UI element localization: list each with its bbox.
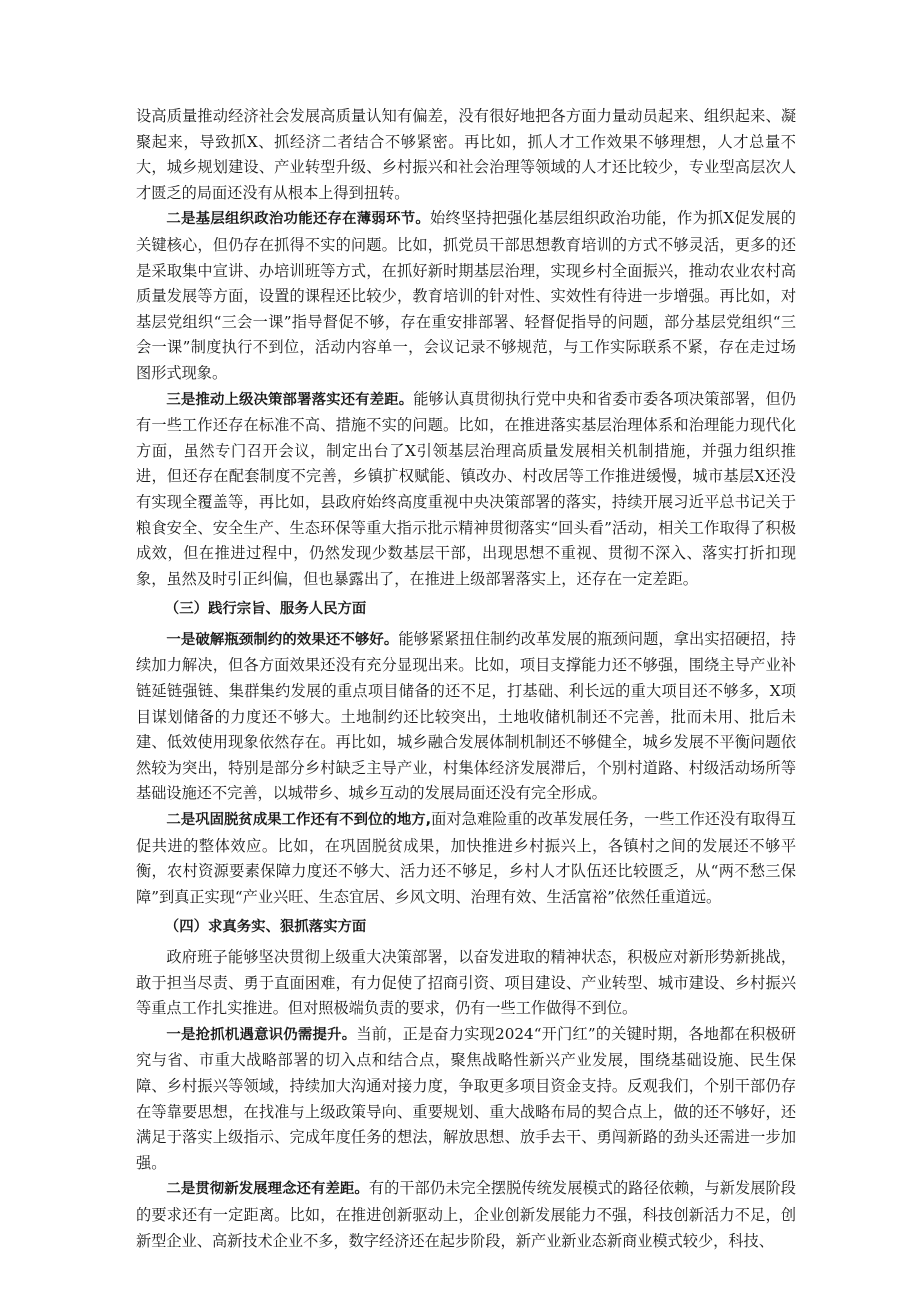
paragraph-3: [136, 387, 796, 593]
section-3-paragraph-2-lead: 二是巩固脱贫成果工作还有不到位的地方,: [166, 812, 432, 829]
section-3-heading: （三）践行宗旨、服务人民方面: [164, 601, 367, 618]
section-4-paragraph-3-text: 有的干部仍未完全摆脱传统发展模式的路径依赖，与新发展阶段的要求还有一定距离。比如，在推进创新驱动上，企业创新发展能力不强，科技创新活力不足，创新型企业、高新技术企业不多，数字经济还在起步阶段，新产业新业态新商业模式较少，科技、: [136, 1179, 796, 1250]
section-4-paragraph-2-text: 当前，正是奋力实现2024“开门红”的关键时期，各地都在积极研究与省、市重大战略部署的切入点和结合点，聚焦战略性新兴产业发展，围绕基础设施、民生保障、乡村振兴等领域，持续加大沟通对接力度，争取更多项目资金支持。反观我们，个别干部仍存在等靠要思想，在找准与上级政策导向、重要规划、重大战略布局的契合点上，做的还不够好，还满足于落实上级指示、完成年度任务的想法，解放思想、放手去干、勇闯新路的劲头还需进一步加强。: [136, 1024, 796, 1172]
section-4-paragraph-1-text: 政府班子能够坚决贯彻上级重大决策部署，以奋发进取的精神状态，积极应对新形势新挑战，敢于担当尽责、勇于直面困难，有力促使了招商引资、项目建设、产业转型、城市建设、乡村振兴等重点工作扎实推进。但对照极端负责的要求，仍有一些工作做得不到位。: [136, 948, 796, 1018]
section-4-paragraph-2: [136, 1022, 796, 1177]
section-4-paragraph-3-lead: 二是贯彻新发展理念还有差距。: [166, 1181, 369, 1198]
section-4-heading: （四）求真务实、狠抓落实方面: [164, 919, 367, 936]
section-3-paragraph-1: [136, 627, 796, 807]
section-3-paragraph-1-text: 能够紧紧扭住制约改革发展的瓶颈问题，拿出实招硬招，持续加力解决，但各方面效果还没有充分显现出来。比如，项目支撑能力还不够强，围绕主导产业补链延链强链、集群集约发展的重点项目储备的还不足，打基础、利长远的重大项目还不够多，X项目谋划储备的力度还不够大。土地制约还比较突出，土地收储机制还不完善，批而未用、批后未建、低效使用现象依然存在。再比如，城乡融合发展体制机制还不够健全，城乡发展不平衡问题依然较为突出，特别是部分乡村缺乏主导产业，村集体经济发展滞后，个别村道路、村级活动场所等基础设施还不完善，以城带乡、城乡互动的发展局面还没有完全形成。: [136, 629, 796, 803]
paragraph-3-lead: 三是推动上级决策部署落实还有差距。: [166, 391, 414, 408]
paragraph-1-text: 设高质量推动经济社会发展高质量认知有偏差，没有很好地把各方面力量动员起来、组织起来、凝聚起来，导致抓X、抓经济二者结合不够紧密。再比如，抓人才工作效果不够理想，人才总量不大，城乡规划建设、产业转型升级、乡村振兴和社会治理等领域的人才还比较少，专业型高层次人才匮乏的局面还没有从根本上得到扭转。: [136, 107, 796, 202]
paragraph-2: [136, 206, 796, 386]
paragraph-2-lead: 二是基层组织政治功能还存在薄弱环节。: [166, 211, 431, 228]
paragraph-2-text: 始终坚持把强化基层组织政治功能，作为抓X促发展的关键核心，但仍存在抓得不实的问题。比如，抓党员干部思想教育培训的方式不够灵活，更多的还是采取集中宣讲、办培训班等方式，在抓好新时期基层治理，实现乡村全面振兴，推动农业农村高质量发展等方面，设置的课程还比较少，教育培训的针对性、实效性有待进一步增强。再比如，对基层党组织“三会一课”指导督促不够，存在重安排部署、轻督促指导的问题，部分基层党组织“三会一课”制度执行不到位，活动内容单一，会议记录不够规范，与工作实际联系不紧，存在走过场图形式现象。: [136, 209, 796, 382]
section-3-paragraph-2-text: 面对急难险重的改革发展任务，一些工作还没有取得互促共进的整体效应。比如，在巩固脱贫成果，加快推进乡村振兴上，各镇村之间的发展还不够平衡，农村资源要素保障力度还不够大、活力还不够足，乡村人才队伍还比较匮乏，从“两不愁三保障”到真正实现“产业兴旺、生态宜居、乡风文明、治理有效、生活富裕”依然任重道远。: [136, 810, 797, 906]
section-4-paragraph-1: [136, 945, 796, 1022]
section-3-paragraph-1-lead: 一是破解瓶颈制约的效果还不够好。: [166, 631, 399, 648]
document-page: [136, 104, 796, 1254]
paragraph-1: [136, 104, 796, 206]
section-4-paragraph-2-lead: 一是抢抓机遇意识仍需提升。: [166, 1026, 357, 1043]
section-3-paragraph-2: [136, 807, 796, 910]
section-4-paragraph-3: [136, 1176, 796, 1254]
paragraph-3-text: 能够认真贯彻执行党中央和省委市委各项决策部署，但仍有一些工作还存在标准不高、措施不实的问题。比如，在推进落实基层治理体系和治理能力现代化方面，虽然专门召开会议，制定出台了X引领基层治理高质量发展相关机制措施，并强力组织推进，但还存在配套制度不完善，乡镇扩权赋能、镇改办、村改居等工作推进缓慢，城市基层X还没有实现全覆盖等，再比如，县政府始终高度重视中央决策部署的落实，持续开展习近平总书记关于粮食安全、安全生产、生态环保等重大指示批示精神贯彻落实“回头看”活动，相关工作取得了积极成效，但在推进过程中，仍然发现少数基层干部，出现思想不重视、贯彻不深入、落实打折扣现象，虽然及时引正纠偏，但也暴露出了，在推进上级部署落实上，还存在一定差距。: [136, 389, 796, 588]
